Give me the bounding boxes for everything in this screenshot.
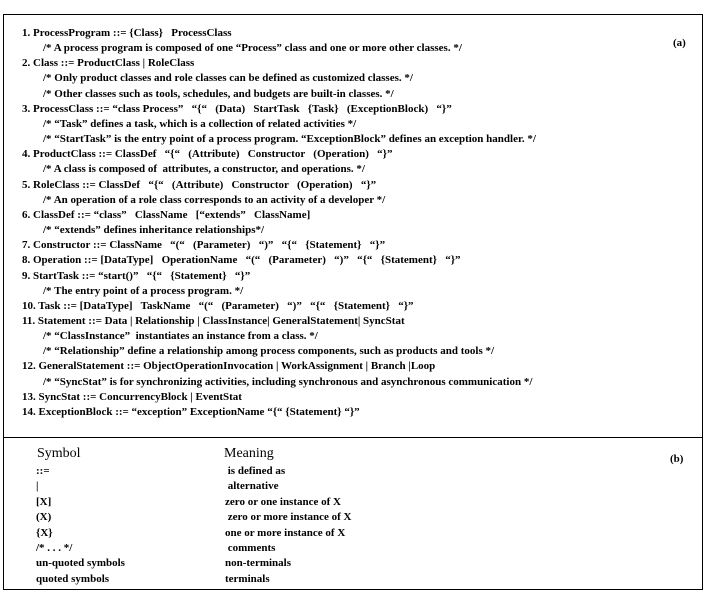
panel-b-label: (b) — [670, 453, 684, 465]
legend-meaning: non-terminals — [225, 557, 291, 570]
grammar-rule: 9. StartTask ::= “start()” “{“ {Statement} “}” — [22, 269, 251, 282]
rule-comment: /* “Relationship” define a relationship among process components, such as products and tools */ — [43, 345, 495, 358]
legend-symbol: un-quoted symbols — [36, 557, 125, 570]
legend-meaning: zero or more instance of X — [225, 511, 352, 524]
legend-row — [36, 541, 656, 556]
rule-comment: /* “ClassInstance” instantiates an instance from a class. */ — [43, 330, 318, 343]
grammar-rule: 10. Task ::= [DataType] TaskName “(“ (Parameter) “)” “{“ {Statement} “}” — [22, 299, 414, 312]
legend-meaning: one or more instance of X — [225, 526, 346, 539]
legend-row — [36, 495, 656, 510]
grammar-rule: 2. Class ::= ProductClass | RoleClass — [22, 57, 195, 70]
rule-comment: /* Other classes such as tools, schedules, and budgets are built-in classes. */ — [43, 87, 394, 100]
legend-symbol: | — [36, 480, 39, 493]
rule-comment: /* “SyncStat” is for synchronizing activities, including synchronous and asynchronous communication */ — [43, 375, 533, 388]
legend-meaning: comments — [225, 541, 276, 554]
legend-row — [36, 510, 656, 525]
grammar-rule: 14. ExceptionBlock ::= “exception” ExceptionName “{“ {Statement} “}” — [22, 405, 360, 418]
grammar-rule: 5. RoleClass ::= ClassDef “{“ (Attribute) Constructor (Operation) “}” — [22, 178, 377, 191]
grammar-rule: 7. Constructor ::= ClassName “(“ (Parameter) “)” “{“ {Statement} “}” — [22, 239, 386, 252]
legend-symbol: [X] — [36, 495, 52, 508]
legend-row — [36, 572, 656, 587]
panel-a-label: (a) — [673, 37, 686, 49]
rule-comment: /* “StartTask” is the entry point of a process program. “ExceptionBlock” defines an exception handler. */ — [43, 133, 536, 146]
legend-row — [36, 526, 656, 541]
legend-meaning: zero or one instance of X — [225, 495, 341, 508]
legend-meaning: terminals — [225, 572, 270, 585]
grammar-rule: 1. ProcessProgram ::= {Class} ProcessClass — [22, 27, 232, 39]
rule-comment: /* “Task” defines a task, which is a collection of related activities */ — [43, 117, 357, 130]
panel-divider — [3, 437, 703, 438]
legend-row — [36, 479, 656, 494]
grammar-rule: 13. SyncStat ::= ConcurrencyBlock | EventStat — [22, 390, 242, 403]
rule-comment: /* An operation of a role class corresponds to an activity of a developer */ — [43, 193, 386, 206]
legend-row — [36, 464, 656, 479]
legend-symbol: ::= — [36, 465, 50, 477]
grammar-rule: 6. ClassDef ::= “class” ClassName [“extends” ClassName] — [22, 208, 311, 221]
grammar-rule: 8. Operation ::= [DataType] OperationName “(“ (Parameter) “)” “{“ {Statement} “}” — [22, 254, 461, 267]
symbol-legend — [36, 464, 656, 587]
grammar-rules — [22, 26, 662, 420]
symbol-header: Symbol — [37, 446, 81, 461]
grammar-rule: 11. Statement ::= Data | Relationship | ClassInstance| GeneralStatement| SyncStat — [22, 314, 405, 327]
rule-comment: /* The entry point of a process program. */ — [43, 284, 244, 297]
legend-row — [36, 556, 656, 571]
rule-comment: /* “extends” defines inheritance relationships*/ — [43, 224, 265, 237]
grammar-rule: 12. GeneralStatement ::= ObjectOperationInvocation | WorkAssignment | Branch |Loop — [22, 360, 436, 373]
legend-symbol: (X) — [36, 511, 52, 524]
legend-symbol: {X} — [36, 526, 53, 539]
legend-symbol: quoted symbols — [36, 572, 110, 585]
rule-comment: /* A process program is composed of one “Process” class and one or more other classes. */ — [43, 42, 462, 55]
meaning-header: Meaning — [224, 446, 274, 461]
grammar-rule: 4. ProductClass ::= ClassDef “{“ (Attribute) Constructor (Operation) “}” — [22, 148, 393, 161]
legend-meaning: is defined as — [225, 465, 286, 477]
grammar-rule: 3. ProcessClass ::= “class Process” “{“ (Data) StartTask {Task} (ExceptionBlock) “}” — [22, 102, 452, 115]
rule-comment: /* A class is composed of attributes, a constructor, and operations. */ — [43, 163, 365, 176]
rule-comment: /* Only product classes and role classes can be defined as customized classes. */ — [43, 72, 413, 85]
legend-symbol: /* . . . */ — [36, 541, 73, 554]
legend-meaning: alternative — [225, 480, 279, 493]
